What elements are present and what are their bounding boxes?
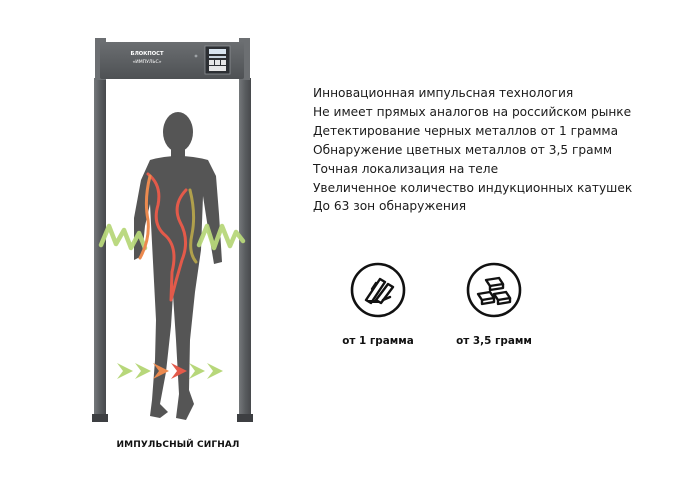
signal-wave-right <box>199 226 243 248</box>
brand-line-1: БЛОКПОСТ <box>130 51 164 57</box>
right-foot <box>237 414 253 422</box>
panel-screen <box>209 49 226 54</box>
impulse-signal-caption: ИМПУЛЬСНЫЙ СИГНАЛ <box>116 440 240 450</box>
gold-bars-icon <box>466 262 522 318</box>
feature-item: Обнаружение цветных металлов от 3,5 грамм <box>313 142 613 157</box>
badge-label-nonferrous: от 3,5 грамм <box>456 335 532 347</box>
arrow-2 <box>135 363 151 379</box>
feature-item: Инновационная импульсная технология <box>313 86 574 100</box>
arrow-6 <box>207 363 223 379</box>
left-pillar <box>94 78 106 422</box>
left-foot <box>92 414 108 422</box>
ferrous-metal-badge <box>318 262 438 347</box>
nonferrous-metal-badge <box>434 262 554 347</box>
feature-item: До 63 зон обнаружения <box>313 199 467 214</box>
signal-arrows <box>117 363 223 379</box>
metal-bars-icon <box>350 262 406 318</box>
feature-item: Точная локализация на теле <box>313 161 499 176</box>
feature-item: Детектирование черных металлов от 1 грамма <box>313 123 619 138</box>
feature-item: Увеличенное количество индукционных катушек <box>313 180 633 195</box>
right-pillar <box>239 78 251 422</box>
feature-item: Не имеет прямых аналогов на российском рынке <box>313 104 632 119</box>
feature-list <box>313 84 632 216</box>
badge-label-ferrous: от 1 грамма <box>342 335 414 347</box>
indicator-light <box>195 55 198 58</box>
arrow-1 <box>117 363 133 379</box>
arrow-5 <box>189 363 205 379</box>
brand-line-2: «ИМПУЛЬС» <box>132 60 162 65</box>
